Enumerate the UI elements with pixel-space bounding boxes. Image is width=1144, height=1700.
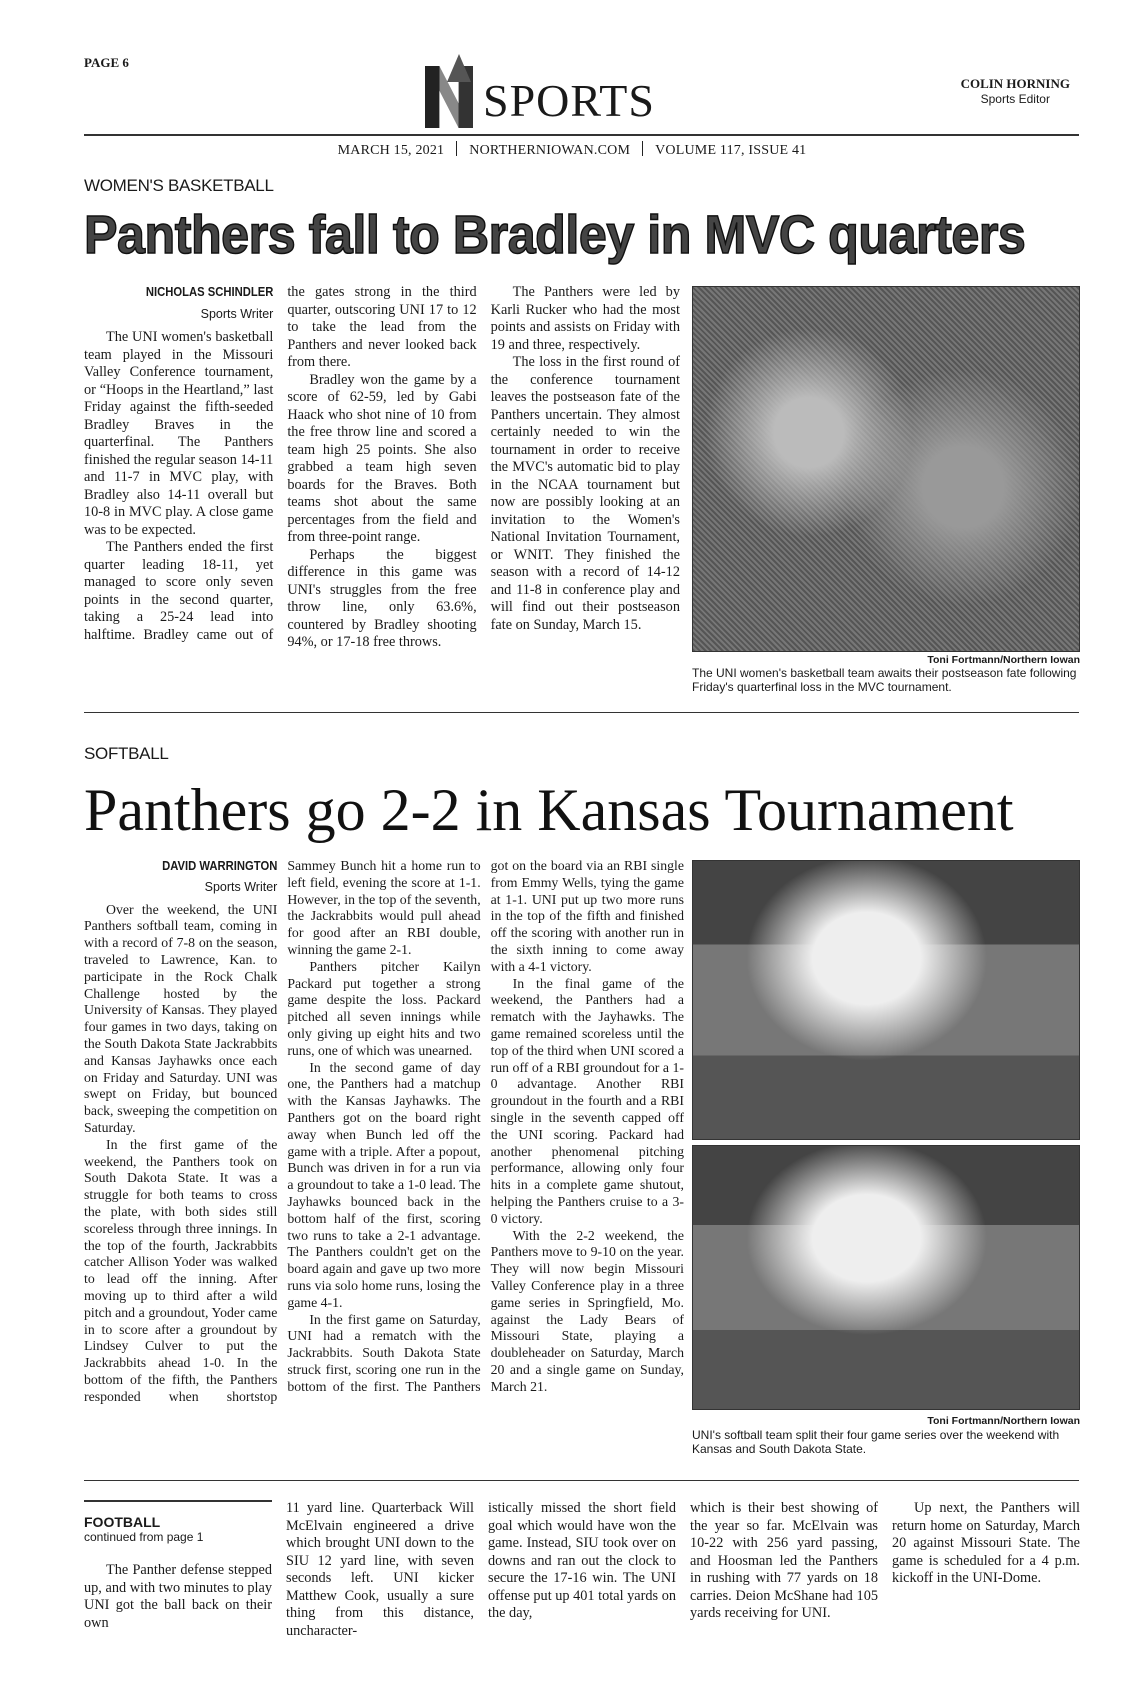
paragraph: The UNI women's basketball team played in the Missouri Valley Conference tournament, or “Hoops in the Heartland,” last Friday against the fifth-seeded Bradley Braves in the quarterfinal. The Panthers finished the regular season 14-11 and 11-7 in MVC play, with Bradley also 14-11 overall but 10-8 in MVC play. A close game was to be expected. <box>84 329 274 538</box>
logo-arrow-icon <box>447 54 471 82</box>
volume-issue: VOLUME 117, ISSUE 41 <box>655 143 807 158</box>
paragraph: Over the weekend, the UNI Panthers softball team, coming in with a record of 7-8 on the season, traveled to Lawrence, Kan. to participate in the Rock Chalk Challenge hosted by the University of Kansas. They played four games in two days, taking on the South Dakota State Jackrabbits and Kansas Jayhawks once each on Friday and Saturday. UNI was swept on Friday, but bounced back, sweeping the competition on Saturday. <box>84 901 278 1135</box>
paragraph: 11 yard line. Quarterback Will McElvain engineered a drive which brought UNI down to the SIU 12 yard line, with seven seconds left. UNI kicker Matthew Cook, usually a sure thing from this distance, uncharacter- <box>286 1500 474 1639</box>
paragraph: The Panther defense stepped up, and with two minutes to play UNI got the ball back on their own <box>84 1562 272 1631</box>
paragraph: Perhaps the biggest difference in this game was UNI's struggles from the free throw line, only 63.6%, countered by Bradley shooting 94%, or 17-18 free throws. <box>287 546 477 650</box>
author-name: DAVID WARRINGTON <box>162 859 278 873</box>
paragraph: In the second game of day one, the Panthers had a matchup with the Kansas Jayhawks. The Panthers got on the board right away when Bunch led off the game with a triple. After a popout, Bunch was driven in for a run via a groundout to take a 1-0 lead. The Jayhawks bounced back in the bottom half of the first, scoring two runs to take a 2-1 advantage. The Panthers couldn't get on the board again and gave up two more runs via solo home runs, losing the game 4-1. <box>287 1059 481 1310</box>
article3-kicker: FOOTBALL <box>84 1500 272 1530</box>
article1-headline: Panthers fall to Bradley in MVC quarters <box>84 205 1026 265</box>
paragraph: The Panthers ended the first quarter leading 18-11, yet managed to score only seven points in the second quarter, taking a 25-24 lead into halftime. Bradley came out of the gates strong in the third quarter, outscoring UNI 17 to 12 to take the lead from the Panthers and never looked back from there. <box>84 284 477 643</box>
paragraph: which is their best showing of the year so far. McElvain was 10-22 with 256 yard passing, and Hoosman led the Panthers in rushing with 77 yards on 18 carries. Deion McShane had 105 yards receiving for UNI. <box>690 1500 878 1621</box>
article1-byline <box>84 284 273 323</box>
basketball-team-photo <box>692 286 1080 652</box>
paragraph: In the first game of the weekend, the Panthers took on South Dakota State. It was a struggle for both teams to cross the plate, with both sides still scoreless through three innings. In the top of the fourth, Jackrabbits catcher Allison Yoder was walked to lead off the inning. After moving up to third after a wild pitch and a groundout, Yoder came in to score after a groundout by Lindsey Culver to put the Jackrabbits ahead 1-0. In the bottom of the fifth, the Panthers responded when shortstop Sammey Bunch hit a home run to left field, evening the score at 1-1. However, in the top of the seventh, the Jackrabbits would pull ahead for good after an RBI double, winning the game 2-1. <box>84 858 481 1404</box>
dateline <box>0 141 1144 159</box>
article1-kicker: WOMEN'S BASKETBALL <box>84 176 274 195</box>
section-divider <box>84 1480 1079 1481</box>
site-link[interactable]: NORTHERNIOWAN.COM <box>469 143 631 158</box>
article1-body <box>84 284 680 696</box>
author-role: Sports Writer <box>204 879 278 894</box>
article2-kicker: SOFTBALL <box>84 744 169 763</box>
softball-fielder-photo <box>692 860 1080 1140</box>
paragraph: In the final game of the weekend, the Panthers had a rematch with the Jayhawks. The game remained scoreless until the top of the third when UNI scored a run off of a RBI groundout for a 1-0 advantage. Another RBI groundout in the fourth and a RBI single in the seventh capped off the UNI scoring. Packard had another phenomenal pitching performance, allowing only four hits in a complete game shutout, helping the Panthers cruise to a 3-0 victory. <box>490 975 684 1226</box>
article2-headline: Panthers go 2-2 in Kansas Tournament <box>84 777 1014 843</box>
article2-body <box>84 858 684 1406</box>
article2-byline <box>84 858 277 896</box>
header-rule <box>84 134 1079 136</box>
photo-credit: Toni Fortmann/Northern Iowan <box>927 654 1080 666</box>
editor-name: COLIN HORNING <box>960 76 1070 91</box>
paragraph: With the 2-2 weekend, the Panthers move to 9-10 on the year. They will now begin Missouri Valley Conference play in a three game series in Springfield, Mo. against the Lady Bears of Missouri State, playing a doubleheader on Saturday, March 20 and a single game on Sunday, March 21. <box>490 1227 684 1394</box>
paragraph: The loss in the first round of the conference tournament leaves the postseason fate of the Panthers uncertain. They almost certainly needed to win the tournament in order to receive the MVC's automatic bid to play in the NCAA tournament but now are possibly looking at an invitation to the Women's National Invitation Tournament, or WNIT. They finished the season with a record of 14-12 and 11-8 in conference play and will find out their postseason fate on Sunday, March 15. <box>490 354 680 633</box>
softball-pitcher-photo <box>692 1145 1080 1410</box>
author-name: NICHOLAS SCHINDLER <box>145 285 274 299</box>
page-number: PAGE 6 <box>84 55 129 70</box>
paragraph: In the first game on Saturday, UNI had a rematch with the Jackrabbits. South Dakota State struck first, scoring one run in the bottom of the first. The Panthers got on the board via an RBI single from Emmy Wells, tying the game at 1-1. UNI put up two more runs in the top of the fifth and finished off the scoring with another run in the sixth inning to come away with a 4-1 victory. <box>287 858 684 1394</box>
paragraph: Up next, the Panthers will return home on Saturday, March 20 against Missouri State. The game is scheduled for a 4 p.m. kickoff in the UNI-Dome. <box>892 1500 1080 1586</box>
editor-credit <box>961 76 1070 106</box>
football-continuation <box>84 1500 272 1632</box>
photo-caption: The UNI women's basketball team awaits their postseason fate following Friday's quarterfinal loss in the MVC tournament. <box>692 666 1077 694</box>
paragraph: The Panthers were led by Karli Rucker who had the most points and assists on Friday with 19 and three, respectively. <box>490 284 680 353</box>
sports-section-logo <box>425 62 705 132</box>
continued-note[interactable]: continued from page 1 <box>84 1530 204 1544</box>
editor-role: Sports Editor <box>980 92 1050 106</box>
paragraph: istically missed the short field goal which would have won the game. Instead, SIU took over on downs and ran out the clock to secure the 17-16 win. The UNI offense put up 401 total yards on the day, <box>488 1500 676 1621</box>
photo-credit: Toni Fortmann/Northern Iowan <box>927 1415 1080 1427</box>
section-title: SPORTS <box>483 75 655 126</box>
photo-caption: UNI's softball team split their four game series over the weekend with Kansas and South Dakota State. <box>692 1428 1060 1456</box>
section-divider <box>84 712 1079 713</box>
author-role: Sports Writer <box>200 306 274 321</box>
paragraph: Panthers pitcher Kailyn Packard put together a strong game despite the loss. Packard pitched all seven innings while only giving up eight hits and two runs, one of which was unearned. <box>287 958 481 1058</box>
paragraph: Bradley won the game by a score of 62-59, led by Gabi Haack who shot nine of 10 from the free throw line and scored a team high 25 points. She also grabbed a team high seven boards for the Braves. Both teams shot about the same percentages from the field and from three-point range. <box>287 371 477 545</box>
issue-date: MARCH 15, 2021 <box>337 143 445 158</box>
